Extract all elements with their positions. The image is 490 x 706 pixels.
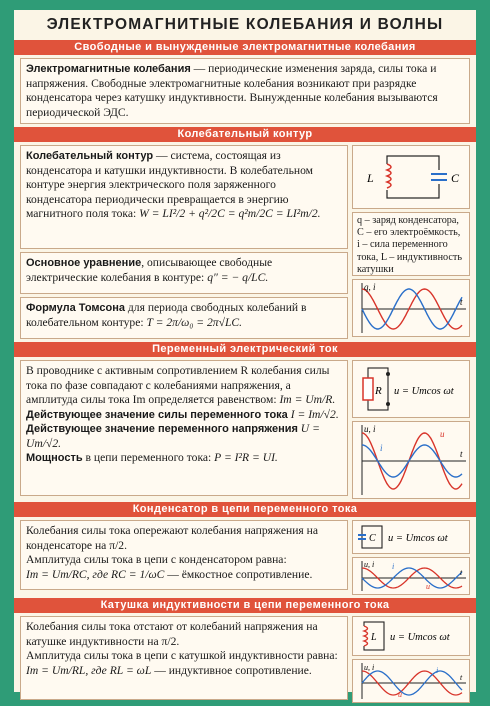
axis-label-t: t [460,673,463,682]
inductor-svg [354,618,468,654]
ui-graph-capacitor [352,557,470,595]
ac-right [352,357,470,502]
capacitor-right [352,517,470,598]
curve-label-i: i [392,562,395,571]
capacitor-left [20,517,348,598]
effective-current-formula: I = Im/√2. [290,407,339,421]
section-heading-ac: Переменный электрический ток [14,342,476,357]
inductor-tail: — индуктивное сопротивление. [151,663,312,677]
section-heading-capacitor: Конденсатор в цепи переменного тока [14,502,476,517]
inductor-diagram [352,616,470,656]
term: Действующее значение переменного напряжения [26,423,298,435]
qi-graph-svg [354,281,468,335]
thomson-formula: T = 2π/ω₀ = 2π√LC. [146,315,243,329]
curve-label-u: u [426,582,430,591]
energy-formula: W = LI²/2 + q²/2C = q²m/2C = LI²m/2. [139,207,321,220]
lc-circuit-svg [355,148,467,206]
label-L: L [371,632,377,643]
section-heading-circuit: Колебательный контур [14,127,476,142]
capacitor-box [20,520,348,590]
circuit-definition-box [20,145,348,249]
poster-title: ЭЛЕКТРОМАГНИТНЫЕ КОЛЕБАНИЯ И ВОЛНЫ [46,16,444,33]
source-formula: u = Umcos ωt [394,386,454,397]
ui-graph-inductor [352,659,470,703]
axis-label-ui: u, i [364,560,375,569]
resistor-svg [354,362,468,416]
equation-formula: q″ = − q/LC. [207,270,269,284]
resistor-diagram [352,360,470,418]
term: Мощность [26,452,83,464]
axis-label-t: t [460,297,463,307]
inductor-formula: Im = Um/RL, где RL = ωL [26,663,152,677]
circuit-row [20,142,470,342]
ac-text: В проводнике с активным сопротивлением R колебания силы тока по фазе совпадают с колебаниями напряжения, а амплитуда силы тока Im определяется равенством: [26,364,330,406]
inductor-box [20,616,348,700]
capacitor-tail: — ёмкостное сопротивление. [164,567,313,581]
capacitor-text-2: Амплитуда силы тока в цепи с конденсатором равна: [26,553,287,566]
definition-text: — периодические изменения заряда, силы тока и напряжения. Свободные электромагнитные колебания возникают при разрядке конденсатора через катушку индуктивности. Вынужденные колебания вызываются периодической ЭДС. [26,62,438,119]
qi-graph [352,279,470,337]
inductor-text: Колебания силы тока отстают от колебаний напряжения на катушке индуктивности на π/2. [26,620,318,648]
capacitor-row [20,517,470,598]
ui-graph-capacitor-svg [354,559,468,593]
power-formula: P = I²R = UI. [214,451,278,464]
inductor-row [20,613,470,706]
effective-voltage-formula: U = Um/√2. [26,422,320,450]
axis-label-t: t [460,568,463,577]
section-heading-inductor: Катушка индуктивности в цепи переменного тока [14,598,476,613]
free-oscillations-box [20,58,470,124]
section-heading-free: Свободные и вынужденные электромагнитные колебания [14,40,476,55]
amplitude-formula: Im = Um/R. [279,393,336,406]
ui-graph-ac-svg [354,423,468,497]
thomson-box [20,297,348,339]
axis-label-ui: u, i [364,424,376,434]
axis-label-qi: q, i [364,282,376,292]
ui-graph-inductor-svg [354,661,468,701]
inductor-right [352,613,470,706]
definition-text: в цепи переменного тока: [82,451,215,464]
source-formula: u = Umcos ωt [390,632,450,643]
lc-circuit-diagram [352,145,470,209]
definition-text: для периода свободных колебаний в колебательном контуре: [26,301,307,329]
label-C: C [451,171,460,185]
definition-text: , описывающее свободные электрические колебания в контуре: [26,256,273,284]
term: Основное уравнение [26,257,142,269]
term: Формула Томсона [26,302,125,314]
ac-row [20,357,470,502]
curve-label-u: u [440,429,445,439]
capacitor-svg [354,522,468,552]
poster [14,10,476,699]
inductor-left [20,613,348,706]
curve-label-i: i [380,443,383,453]
term: Электромагнитные колебания [26,63,191,75]
inductor-text-2: Амплитуда силы тока в цепи с катушкой индуктивности равна: [26,649,338,662]
ac-left [20,357,348,502]
term: Колебательный контур [26,150,154,162]
ui-graph-ac [352,421,470,499]
curve-label-u: u [398,690,402,699]
axis-label-t: t [460,449,463,459]
resistor-icon [363,378,373,400]
circuit-right [352,142,470,342]
term: Действующее значение силы переменного тока [26,408,288,421]
circuit-left [20,142,348,342]
capacitor-diagram [352,520,470,554]
basic-equation-box [20,252,348,294]
axis-label-ui: u, i [364,663,375,672]
label-L: L [367,171,374,185]
circuit-caption: q – заряд конденсатора, C – его электроёмкость, i – сила переменного тока, L – индуктивность катушки [352,212,470,276]
label-C: C [369,533,376,544]
ac-box [20,360,348,496]
label-R: R [375,385,382,397]
source-formula: u = Umcos ωt [388,533,448,544]
capacitor-text: Колебания силы тока опережают колебания напряжения на конденсаторе на π/2. [26,524,318,552]
capacitor-formula: Im = Um/RC, где RC = 1/ωC [26,567,165,581]
definition-text: — система, состоящая из конденсатора и катушки индуктивности. В колебательном контуре энергия электрического поля заряженного конденсатора периодически превращается в энергию магнитного поля тока: [26,149,313,220]
curve-label-i: i [436,666,439,675]
